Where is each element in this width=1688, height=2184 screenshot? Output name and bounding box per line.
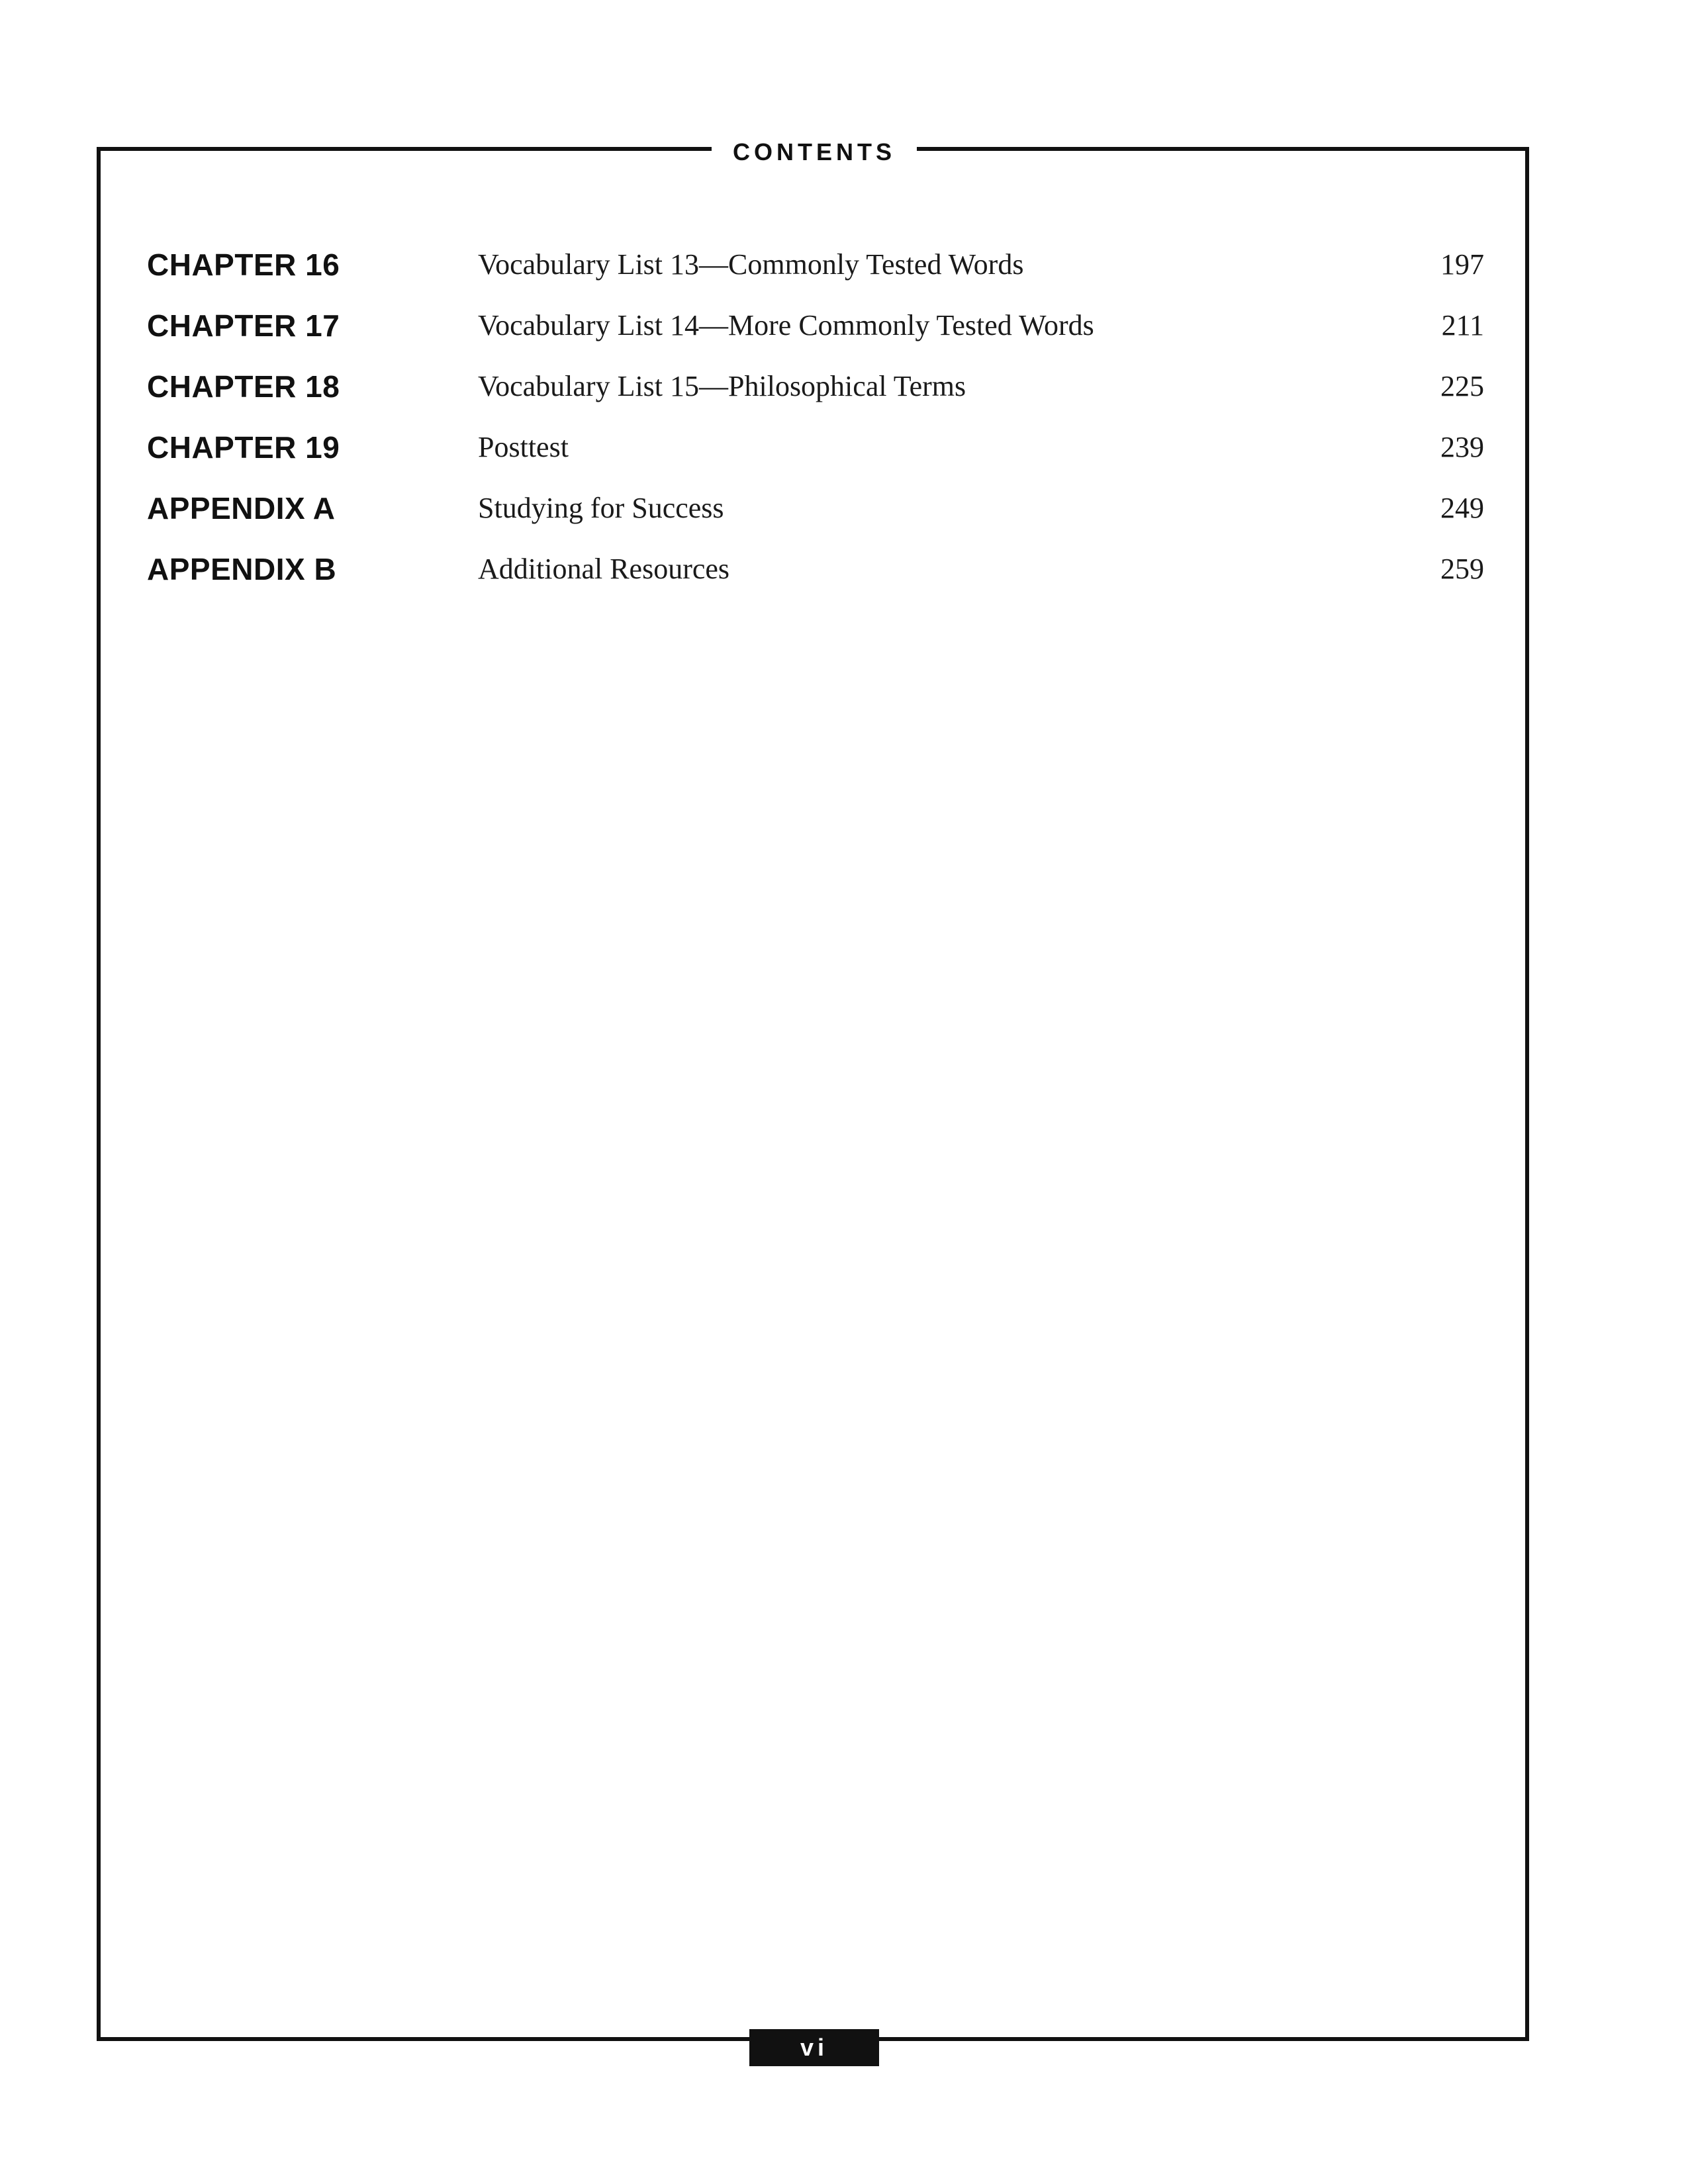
toc-entry-label: APPENDIX A: [147, 491, 336, 525]
toc-entry-title: Vocabulary List 13—Commonly Tested Words: [478, 248, 1024, 281]
running-head: CONTENTS: [712, 136, 917, 169]
toc-entry-title: Additional Resources: [478, 553, 730, 585]
toc-entry-page: 249: [1440, 492, 1484, 524]
toc-entry-label: CHAPTER 16: [147, 248, 340, 282]
toc-entry[interactable]: [147, 360, 1484, 421]
toc-entry-page: 259: [1440, 553, 1484, 585]
toc-entry-page: 211: [1441, 309, 1484, 341]
toc-entry-page: 197: [1440, 248, 1484, 281]
table-of-contents: [147, 238, 1484, 604]
toc-entry-label: CHAPTER 19: [147, 430, 340, 465]
toc-entry-label: CHAPTER 18: [147, 369, 340, 404]
toc-entry[interactable]: [147, 299, 1484, 360]
toc-entry-label: CHAPTER 17: [147, 308, 340, 343]
toc-entry[interactable]: [147, 238, 1484, 299]
toc-entry-page: 225: [1440, 370, 1484, 402]
toc-entry[interactable]: [147, 482, 1484, 543]
toc-entry-label: APPENDIX B: [147, 552, 337, 586]
toc-entry[interactable]: [147, 421, 1484, 482]
page-number: vi: [749, 2029, 879, 2066]
toc-entry-title: Vocabulary List 14—More Commonly Tested Words: [478, 309, 1094, 341]
toc-entry-page: 239: [1440, 431, 1484, 463]
toc-entry-title: Posttest: [478, 431, 569, 463]
toc-entry-title: Vocabulary List 15—Philosophical Terms: [478, 370, 966, 402]
toc-entry-title: Studying for Success: [478, 492, 724, 524]
toc-entry[interactable]: [147, 543, 1484, 604]
